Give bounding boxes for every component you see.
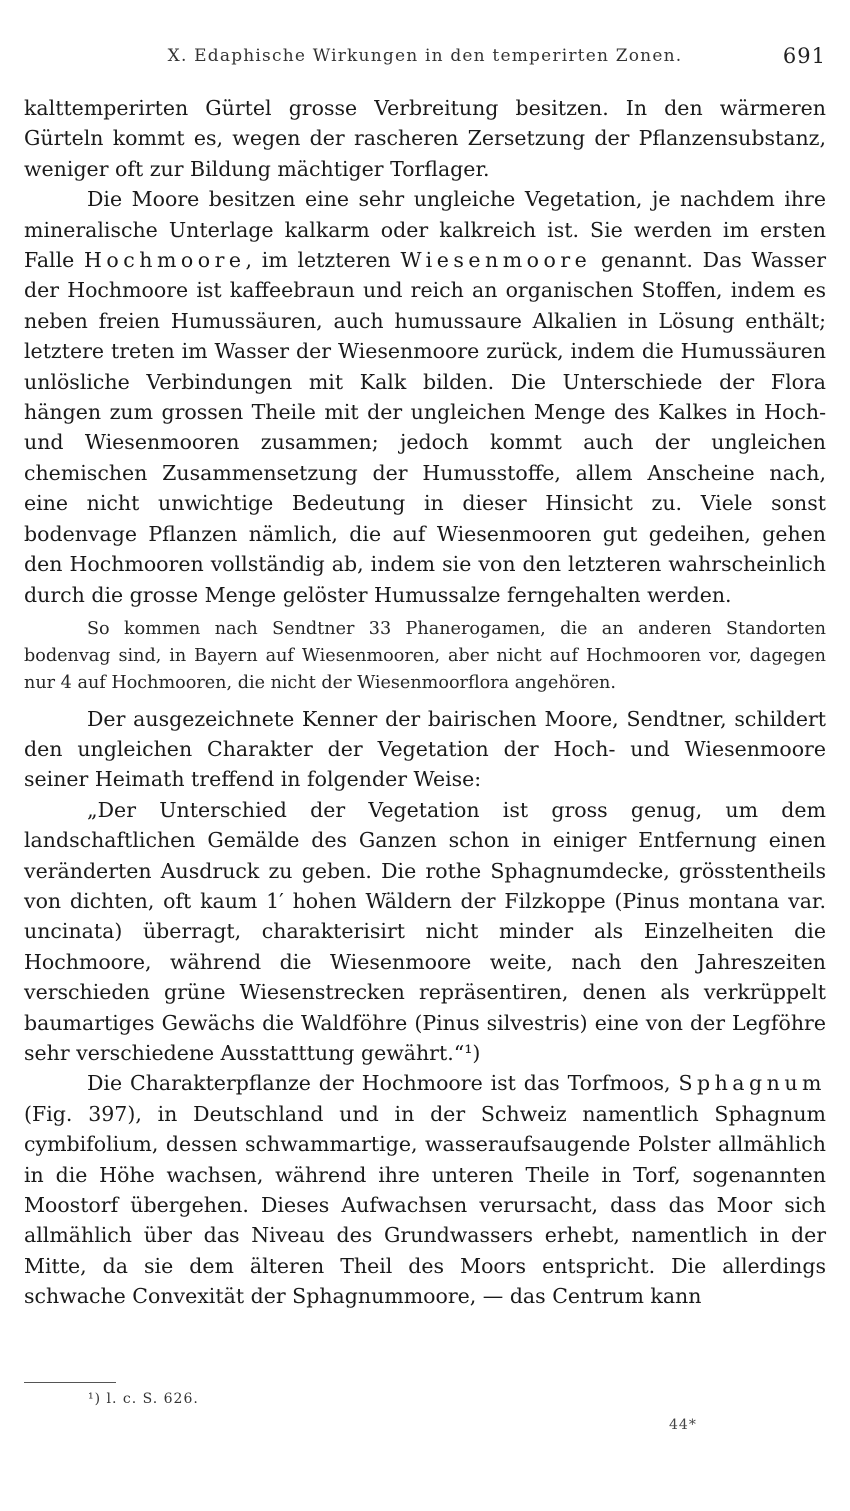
paragraph-text: Die Charakterpflanze der Hochmoore ist das Torfmoos, bbox=[87, 1071, 679, 1096]
paragraph-text: genannt. Das Wasser der Hochmoore ist kaffeebraun und reich an organischen Stoffen, indem es neben freien Humussäuren, auch humussaure Alkalien in Lösung enthält; letztere treten im Wasser der Wiesenmoore zurück, indem die Humussäuren unlösliche Verbindungen mit Kalk bilden. Die Unterschiede der Flora hängen zum grossen Theile mit der ungleichen Menge des Kalkes in Hoch- und Wiesenmooren zusammen; jedoch kommt auch der ungleichen chemischen Zusammensetzung der Humusstoffe, allem Anscheine nach, eine nicht unwichtige Bedeutung in dieser Hinsicht zu. Viele sonst bodenvage Pflanzen nämlich, die auf Wiesenmooren gut gedeihen, gehen den Hochmooren vollständig ab, indem sie von den letzteren wahrscheinlich durch die grosse Menge gelöster Humussalze ferngehalten werden. bbox=[24, 248, 826, 607]
paragraph-moore-vegetation bbox=[24, 184, 826, 610]
paragraph-sendtner: Der ausgezeichnete Kenner der bairischen Moore, Sendtner, schildert den ungleichen Charakter der Vegetation der Hoch- und Wiesenmoore seiner Heimath treffend in folgender Weise: bbox=[24, 706, 826, 792]
footnote-rule bbox=[24, 1382, 116, 1383]
paragraph-text: (Fig. 397), in Deutschland und in der Schweiz namentlich Sphagnum cymbifolium, dessen schwammartige, wasseraufsaugende Polster allmählich in die Höhe wachsen, während ihre unteren Theile in Torf, sogenannten Moostorf übergehen. Dieses Aufwachsen verursacht, dass das Moor sich allmählich über das Niveau des Grundwassers erhebt, namentlich in der Mitte, da sie dem älteren Theil des Moors entspricht. Die allerdings schwache Convexität der Sphagnummoore, — das Centrum kann bbox=[24, 1101, 826, 1309]
running-head bbox=[24, 44, 826, 74]
running-title: X. Edaphische Wirkungen in den temperirten Zonen. bbox=[167, 46, 683, 66]
paragraph-text: Die Moore besitzen eine sehr ungleiche Vegetation, je nachdem ihre mineralische Unterlage kalkarm oder kalkreich ist. Sie werden im ersten Falle bbox=[24, 187, 826, 273]
paragraph-text: , im letzteren bbox=[245, 248, 401, 273]
term-sphagnum: Sphagnum bbox=[678, 1071, 826, 1096]
term-wiesenmoore: Wiesenmoore bbox=[400, 248, 592, 273]
paragraph-continuation: kalttemperirten Gürtel grosse Verbreitung besitzen. In den wärmeren Gürteln kommt es, wegen der rascheren Zersetzung der Pflanzensubstanz, weniger oft zur Bildung mächtiger Torflager. bbox=[24, 96, 826, 181]
term-hochmoore: Hochmoore bbox=[84, 248, 246, 273]
signature-mark: 44* bbox=[669, 1417, 697, 1433]
paragraph-sphagnum bbox=[24, 1068, 826, 1311]
paragraph-quotation: „Der Unterschied der Vegetation ist gross genug, um dem landschaftlichen Gemälde des Ganzen schon in einiger Entfernung einen veränderten Ausdruck zu geben. Die rothe Sphagnumdecke, grösstentheils von dichten, oft kaum 1′ hohen Wäldern der Filzkoppe (Pinus montana var. uncinata) überragt, charakterisirt nicht minder als Einzelheiten die Hochmoore, während die Wiesenmoore weite, nach den Jahreszeiten verschieden grüne Wiesenstrecken repräsentiren, denen als verkrüppelt baumartiges Gewächs die Waldföhre (Pinus silvestris) eine von der Legföhre sehr verschiedene Ausstatttung gewährt.“¹) bbox=[24, 797, 826, 1065]
body-text bbox=[24, 93, 826, 1312]
small-print-note: So kommen nach Sendtner 33 Phanerogamen, die an anderen Standorten bodenvag sind, in Bayern auf Wiesenmooren, aber nicht auf Hochmooren vor, dagegen nur 4 auf Hochmooren, die nicht der Wiesenmoorflora angehören. bbox=[24, 618, 826, 694]
page-number: 691 bbox=[782, 44, 826, 68]
footnote: ¹) l. c. S. 626. bbox=[88, 1391, 199, 1407]
